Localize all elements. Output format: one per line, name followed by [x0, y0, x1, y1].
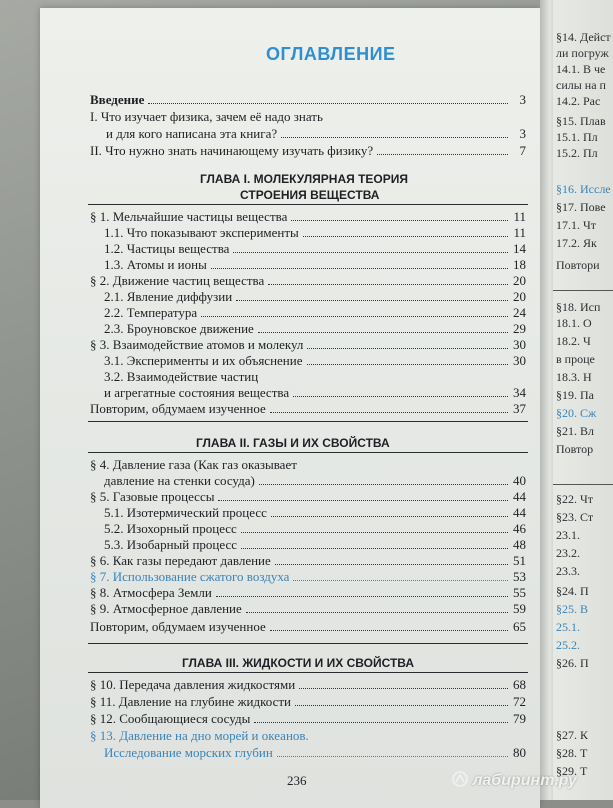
right-fragment: §19. Па [556, 388, 594, 402]
right-fragment: §18. Исп [556, 300, 601, 314]
toc-entry: 2.3. Броуновское движение 29 [104, 321, 526, 336]
toc-entry: I. Что изучает физика, зачем её надо знать [90, 109, 323, 124]
right-fragment: 18.3. Н [556, 370, 592, 384]
right-fragment: 15.2. Пл [556, 146, 598, 160]
right-fragment: Повтори [556, 258, 600, 272]
toc-entry: § 8. Атмосфера Земли 55 [90, 585, 526, 600]
right-page-edge [553, 0, 613, 800]
right-rule [553, 290, 613, 291]
right-fragment: 15.1. Пл [556, 130, 598, 144]
right-fragment: 25.2. [556, 638, 580, 652]
toc-entry: § 1. Мельчайшие частицы вещества 11 [90, 209, 526, 224]
right-fragment: 17.1. Чт [556, 218, 597, 232]
right-fragment: 18.2. Ч [556, 334, 591, 348]
right-fragment: §23. Ст [556, 510, 594, 524]
right-fragment: §22. Чт [556, 492, 594, 506]
right-fragment: §21. Вл [556, 424, 594, 438]
chapter-1-title: ГЛАВА I. МОЛЕКУЛЯРНАЯ ТЕОРИЯ [200, 172, 409, 186]
toc-entry-blue: § 13. Давление на дно морей и океанов. [90, 728, 309, 743]
watermark-text: лабиринт.ру [472, 772, 577, 789]
toc-entry: 5.2. Изохорный процесс 46 [104, 521, 526, 536]
right-fragment: §25. В [556, 602, 589, 616]
toc-entry: II. Что нужно знать начинающему изучать физику? 7 [90, 143, 526, 158]
page-number: 236 [287, 773, 307, 788]
right-fragment: в проце [556, 352, 595, 366]
toc-entry-blue: Исследование морских глубин 80 [104, 745, 526, 760]
right-fragment: §16. Иссле [556, 182, 611, 196]
right-rule [553, 484, 613, 485]
toc-entry: § 10. Передача давления жидкостями 68 [90, 677, 526, 692]
toc-entry: 2.1. Явление диффузии 20 [104, 289, 526, 304]
right-fragment: §28. Т [556, 746, 588, 760]
toc-title: ОГЛАВЛЕНИЕ [266, 44, 396, 64]
right-fragment: §20. Сж [556, 406, 597, 420]
right-fragment: §24. П [556, 584, 589, 598]
chapter-2-title: ГЛАВА II. ГАЗЫ И ИХ СВОЙСТВА [196, 436, 390, 450]
right-fragment: 18.1. О [556, 316, 592, 330]
toc-entry: Повторим, обдумаем изученное 65 [90, 619, 526, 634]
right-fragment: 14.2. Рас [556, 94, 601, 108]
right-fragment: 17.2. Як [556, 236, 597, 250]
right-fragment: 14.1. В че [556, 62, 606, 76]
toc-entry: и агрегатные состояния вещества 34 [104, 385, 526, 400]
toc-entry: давление на стенки сосуда) 40 [104, 473, 526, 488]
toc-entry: 3.1. Эксперименты и их объяснение 30 [104, 353, 526, 368]
chapter-3-title: ГЛАВА III. ЖИДКОСТИ И ИХ СВОЙСТВА [182, 656, 415, 670]
toc-entry: и для кого написана эта книга? 3 [106, 126, 526, 141]
toc-entry-blue: § 7. Использование сжатого воздуха 53 [90, 569, 526, 584]
toc-entry: § 4. Давление газа (Как газ оказывает [90, 457, 297, 472]
toc-entry: 1.1. Что показывают эксперименты 11 [104, 225, 526, 240]
right-fragment: §29. Т [556, 764, 588, 778]
right-fragment: §27. К [556, 728, 589, 742]
toc-entry: 3.2. Взаимодействие частиц [104, 369, 259, 384]
toc-entry: Введение 3 [90, 92, 526, 107]
right-fragment: §15. Плав [556, 114, 606, 128]
toc-entry: § 3. Взаимодействие атомов и молекул 30 [90, 337, 526, 352]
right-fragment: §26. П [556, 656, 589, 670]
toc-entry: § 6. Как газы передают давление 51 [90, 553, 526, 568]
toc-entry: 1.2. Частицы вещества 14 [104, 241, 526, 256]
toc-entry: § 11. Давление на глубине жидкости 72 [90, 694, 526, 709]
right-fragment: 25.1. [556, 620, 580, 634]
toc-entry: 5.3. Изобарный процесс 48 [104, 537, 526, 552]
right-fragment: §14. Дейст [556, 30, 611, 44]
right-fragment: ли погруж [556, 46, 609, 60]
right-fragment: 23.2. [556, 546, 580, 560]
labirint-logo-icon [452, 771, 468, 787]
toc-entry: 1.3. Атомы и ионы 18 [104, 257, 526, 272]
right-fragment: §17. Пове [556, 200, 606, 214]
right-fragment: 23.3. [556, 564, 580, 578]
right-fragment: 23.1. [556, 528, 580, 542]
right-fragment: Повтор [556, 442, 594, 456]
toc-entry: Повторим, обдумаем изученное 37 [90, 401, 526, 416]
toc-entry: 2.2. Температура 24 [104, 305, 526, 320]
right-fragment: силы на п [556, 78, 606, 92]
watermark [452, 771, 577, 790]
toc-entry: § 12. Сообщающиеся сосуды 79 [90, 711, 526, 726]
toc-entry: § 2. Движение частиц вещества 20 [90, 273, 526, 288]
toc-entry: § 5. Газовые процессы 44 [90, 489, 526, 504]
toc-entry: § 9. Атмосферное давление 59 [90, 601, 526, 616]
chapter-1-subtitle: СТРОЕНИЯ ВЕЩЕСТВА [240, 188, 380, 202]
toc-entry: 5.1. Изотермический процесс 44 [104, 505, 526, 520]
